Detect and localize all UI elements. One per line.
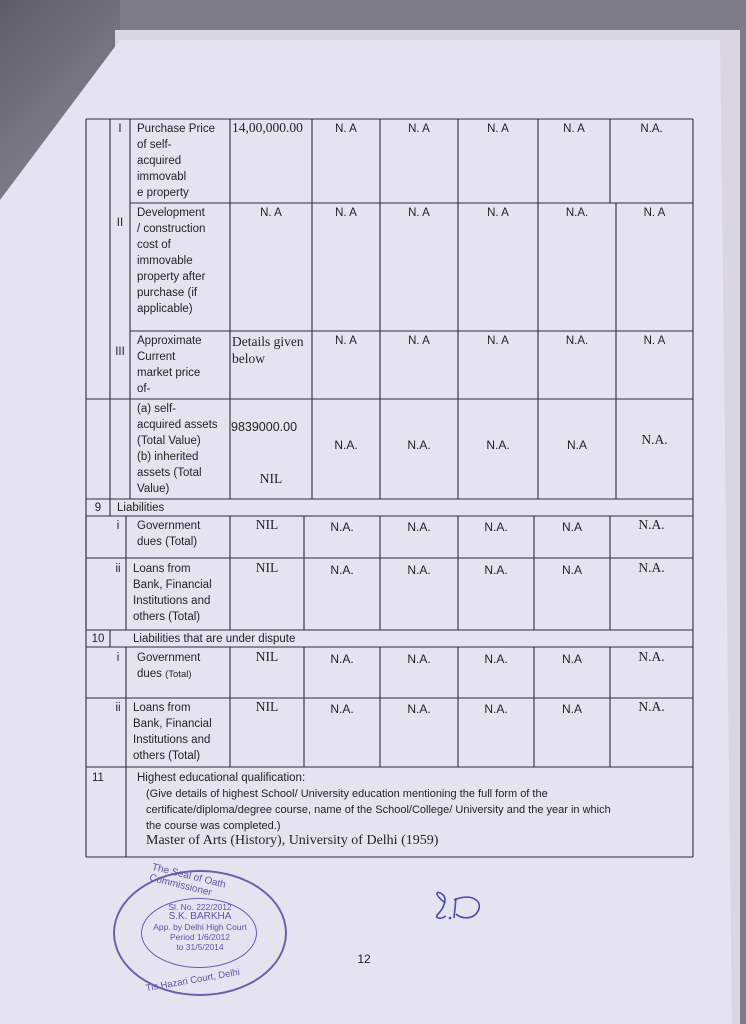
row-num: ii <box>115 702 121 714</box>
row-num: ii <box>115 563 121 575</box>
cell-value: N.A. <box>407 652 431 666</box>
cell-value: N. A <box>408 123 430 135</box>
cell-value: N.A. <box>407 438 431 452</box>
oath-commissioner-seal: The Seal of Oath Commissioner Tis Hazari Court, Delhi Sl. No. 222/2012 S.K. BARKHA App. by Delhi High Court Period 1/6/2012 to 31/5/2014 <box>113 870 287 996</box>
section-9-num: 9 <box>94 502 102 514</box>
cell-value: NIL <box>255 649 279 664</box>
row-label-market-price: Approximate Current market price of- <box>137 335 202 395</box>
cell-value: N.A. <box>484 520 508 534</box>
cell-value: N.A <box>561 702 582 716</box>
row-num: i <box>116 520 120 532</box>
cell-value: N. A <box>643 207 666 219</box>
cell-value: 9839000.00 <box>231 420 298 434</box>
cell-value: N.A. <box>330 563 354 577</box>
cell-value: NIL <box>255 560 279 575</box>
cell-value: N.A. <box>407 702 431 716</box>
section-11-title: Highest educational qualification: <box>137 772 306 784</box>
cell-value: N. A <box>408 207 430 219</box>
cell-value: N. A <box>260 207 282 219</box>
cell-value: N.A. <box>407 563 431 577</box>
cell-value: NIL <box>255 699 279 714</box>
cell-value: N.A <box>561 563 582 577</box>
row-label-loans: Loans from Bank, Financial Institutions and others (Total) <box>133 563 212 623</box>
row-num-i: I <box>118 123 122 135</box>
row-label-assets: (a) self- acquired assets (Total Value) (b) inherited assets (Total Value) <box>137 403 218 495</box>
cell-value: N.A. <box>638 517 665 532</box>
section-10-num: 10 <box>91 633 105 645</box>
row-num-iii: III <box>115 346 125 358</box>
signature <box>432 888 494 930</box>
cell-value: N. A <box>563 123 585 135</box>
cell-value: N.A. <box>640 123 663 135</box>
row-label-purchase-price: Purchase Price of self- acquired immovabl e property <box>137 123 215 199</box>
cell-value: N.A <box>561 520 582 534</box>
cell-value: N.A. <box>486 438 510 452</box>
cell-value: N. A <box>335 207 357 219</box>
cell-value: N. A <box>487 207 509 219</box>
cell-value: N. A <box>335 335 357 347</box>
cell-value: N. A <box>487 123 509 135</box>
cell-value: Details given below <box>232 334 304 366</box>
cell-value: N.A. <box>484 652 508 666</box>
cell-value: N.A <box>561 652 582 666</box>
cell-value: N.A. <box>330 520 354 534</box>
cell-value: N.A. <box>565 335 589 347</box>
row-num-ii: II <box>116 217 124 229</box>
cell-value: N.A. <box>641 432 668 447</box>
section-11-num: 11 <box>92 772 104 784</box>
row-label-loans: Loans from Bank, Financial Institutions and others (Total) <box>133 702 212 762</box>
cell-value: N.A <box>566 438 587 452</box>
section-11-instructions: (Give details of highest School/ University education mentioning the full form of the certificate/diploma/degree course, name of the School/College/ University and the year in which the course was completed.) <box>146 788 611 832</box>
section-9-title: Liabilities <box>117 502 165 514</box>
cell-value: N.A. <box>484 702 508 716</box>
cell-value: N.A. <box>638 560 665 575</box>
cell-value: 14,00,000.00 <box>232 120 303 135</box>
row-label-government-dues: Government dues (Total) <box>137 652 201 680</box>
page-number: 12 <box>357 952 371 966</box>
cell-value: N.A. <box>407 520 431 534</box>
row-label-government-dues: Government dues (Total) <box>137 520 201 548</box>
cell-value: N.A. <box>638 649 665 664</box>
svg-text:S.D: S.D <box>432 929 434 930</box>
cell-value: NIL <box>255 517 279 532</box>
cell-value: N.A. <box>330 652 354 666</box>
cell-value: N.A. <box>334 438 358 452</box>
cell-value: N. A <box>335 123 357 135</box>
cell-value: N. A <box>487 335 509 347</box>
cell-value: N.A. <box>638 699 665 714</box>
education-answer: Master of Arts (History), University of Delhi (1959) <box>146 833 439 848</box>
cell-value: N.A. <box>330 702 354 716</box>
row-num: i <box>116 652 120 664</box>
cell-value: N. A <box>408 335 430 347</box>
row-label-development-cost: Development / construction cost of immovable property after purchase (if applicable) <box>137 207 206 315</box>
cell-value: N. A <box>643 335 666 347</box>
cell-value: NIL <box>259 471 283 486</box>
section-10-title: Liabilities that are under dispute <box>133 633 296 645</box>
cell-value: N.A. <box>484 563 508 577</box>
cell-value: N.A. <box>565 207 589 219</box>
